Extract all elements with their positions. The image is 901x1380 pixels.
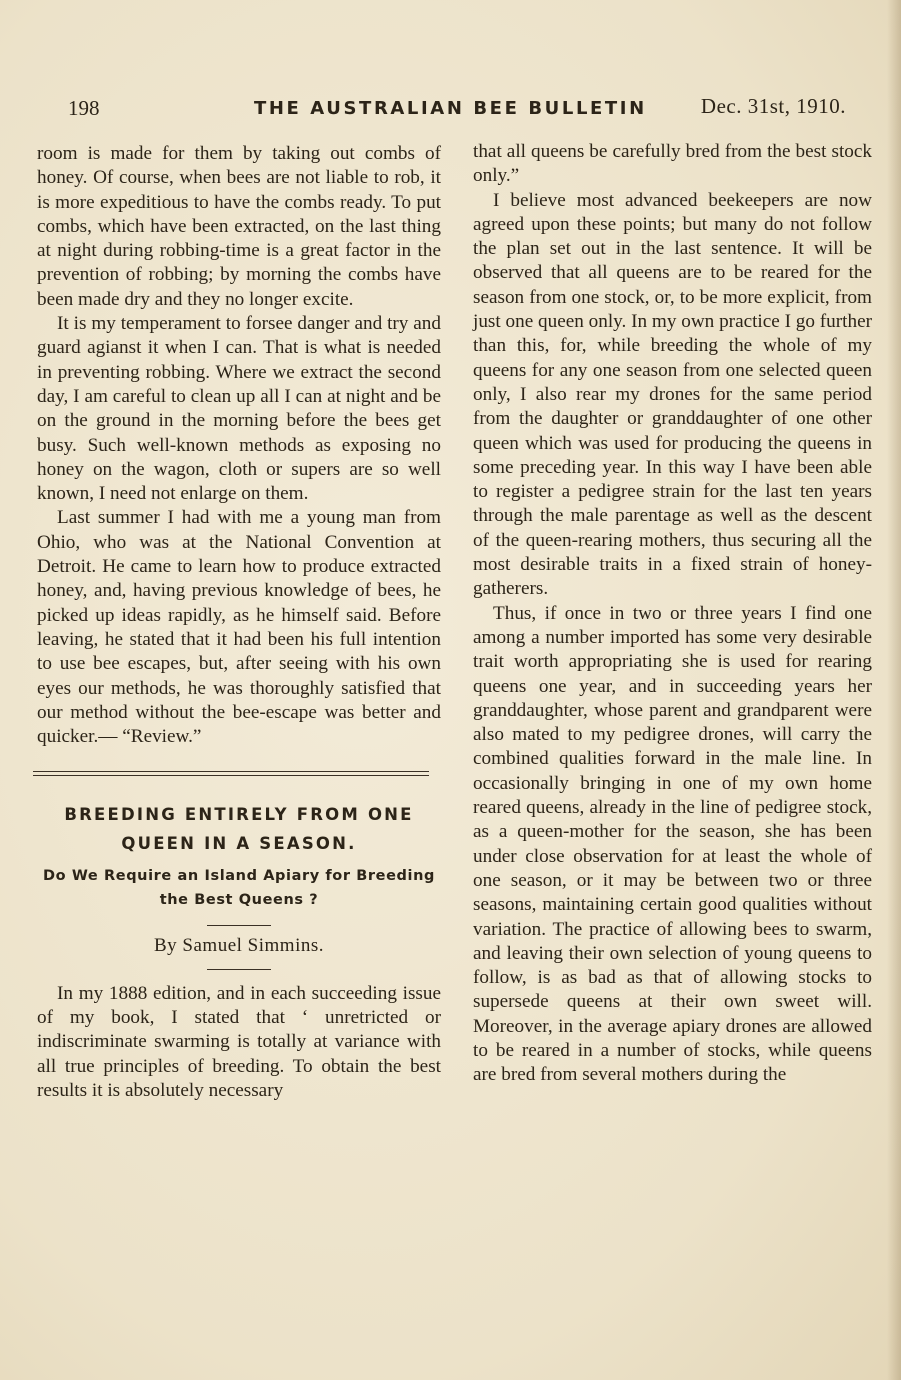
heading-rule — [207, 925, 271, 926]
paragraph: In my 1888 edition, and in each succeeding issue of my book, I stated that ‘ unretricted or indiscriminate swarming is totally at variance with all true principles of breeding. To obtain the best results it is absolutely necessary — [37, 982, 441, 1101]
article-subheading: Do We Require an Island Apiary for Breeding the Best Queens ? — [43, 868, 435, 909]
paragraph: Thus, if once in two or three years I find one among a number imported has some very desirable trait worth appropriating she is used for rearing queens one year, and in succeeding years her granddaughter, whose parent and grandparent were also mated to my pedigree drones, will carry the combined qualities forward in the male line. In occasionally bringing in one of my own home reared queens, already in the line of pedigree stock, as a queen-mother for the season, she has been under close observation for at least the whole of one season, or it may be between two or three seasons, maintaining certain good qualities without variation. The practice of allowing bees to swarm, and leaving their own selection of young queens to follow, is as bad as that of allowing stocks to supersede queens at their own sweet will. Moreover, in the average apiary drones are allowed to be reared in a number of stocks, while queens are bred from several mothers during the — [473, 602, 872, 1086]
journal-title: THE AUSTRALIAN BEE BULLETIN — [254, 98, 647, 119]
page-edge — [887, 0, 901, 1380]
page-header — [68, 92, 858, 126]
paragraph: that all queens be carefully bred from the best stock only.” — [473, 141, 872, 187]
left-column — [37, 142, 441, 1103]
paragraph: room is made for them by taking out combs of honey. Of course, when bees are not liable to rob, it is more expeditious to have the combs ready. To put combs, which have been extracted, on the last thing at night during robbing-time is a great factor in the prevention of robbing; by morning the combs have been made dry and they no longer excite. — [37, 143, 441, 310]
paragraph: It is my temperament to forsee danger and try and guard agianst it when I can. That is what is needed in preventing robbing. Where we extract the second day, I am careful to clean up all I can at night and be on the ground in the morning before the bees get busy. Such well-known methods as exposing no honey on the wagon, cloth or supers are so well known, I need not enlarge on them. — [37, 313, 441, 505]
issue-date: Dec. 31st, 1910. — [700, 94, 846, 118]
article-byline: By Samuel Simmins. — [154, 935, 324, 957]
paragraph: I believe most advanced beekeepers are now agreed upon these points; but many do not follow the plan set out in the last sentence. It will be observed that all queens are to be reared for the season from one stock, or, to be more explicit, from just one queen only. In my own practice I go further than this, for, while breeding the whole of my queens for any one season from one selected queen only, I also rear my drones for the same period from the daughter or granddaughter of one other queen which was used for producing the queens in some preceding year. In this way I have been able to register a pedigree strain for the last ten years through the male parentage as well as the descent of the queen-rearing mothers, thus securing all the most desirable traits in a fixed strain of honey-gatherers. — [473, 189, 872, 600]
paragraph: Last summer I had with me a young man from Ohio, who was at the National Convention at Detroit. He came to learn how to produce extracted honey, and, having previous knowledge of bees, he picked up ideas rapidly, as he himself said. Before leaving, he stated that it had been his full intention to use bee escapes, but, after seeing with his own eyes our methods, he was thoroughly satisfied that our method without the bee-escape was better and quicker.— “Review.” — [37, 507, 441, 748]
byline-rule — [207, 969, 271, 970]
page-number: 198 — [68, 96, 100, 120]
article-separator — [33, 771, 429, 776]
right-column — [473, 140, 872, 1088]
article-heading: BREEDING ENTIRELY FROM ONE QUEEN IN A SEASON. — [64, 805, 414, 854]
